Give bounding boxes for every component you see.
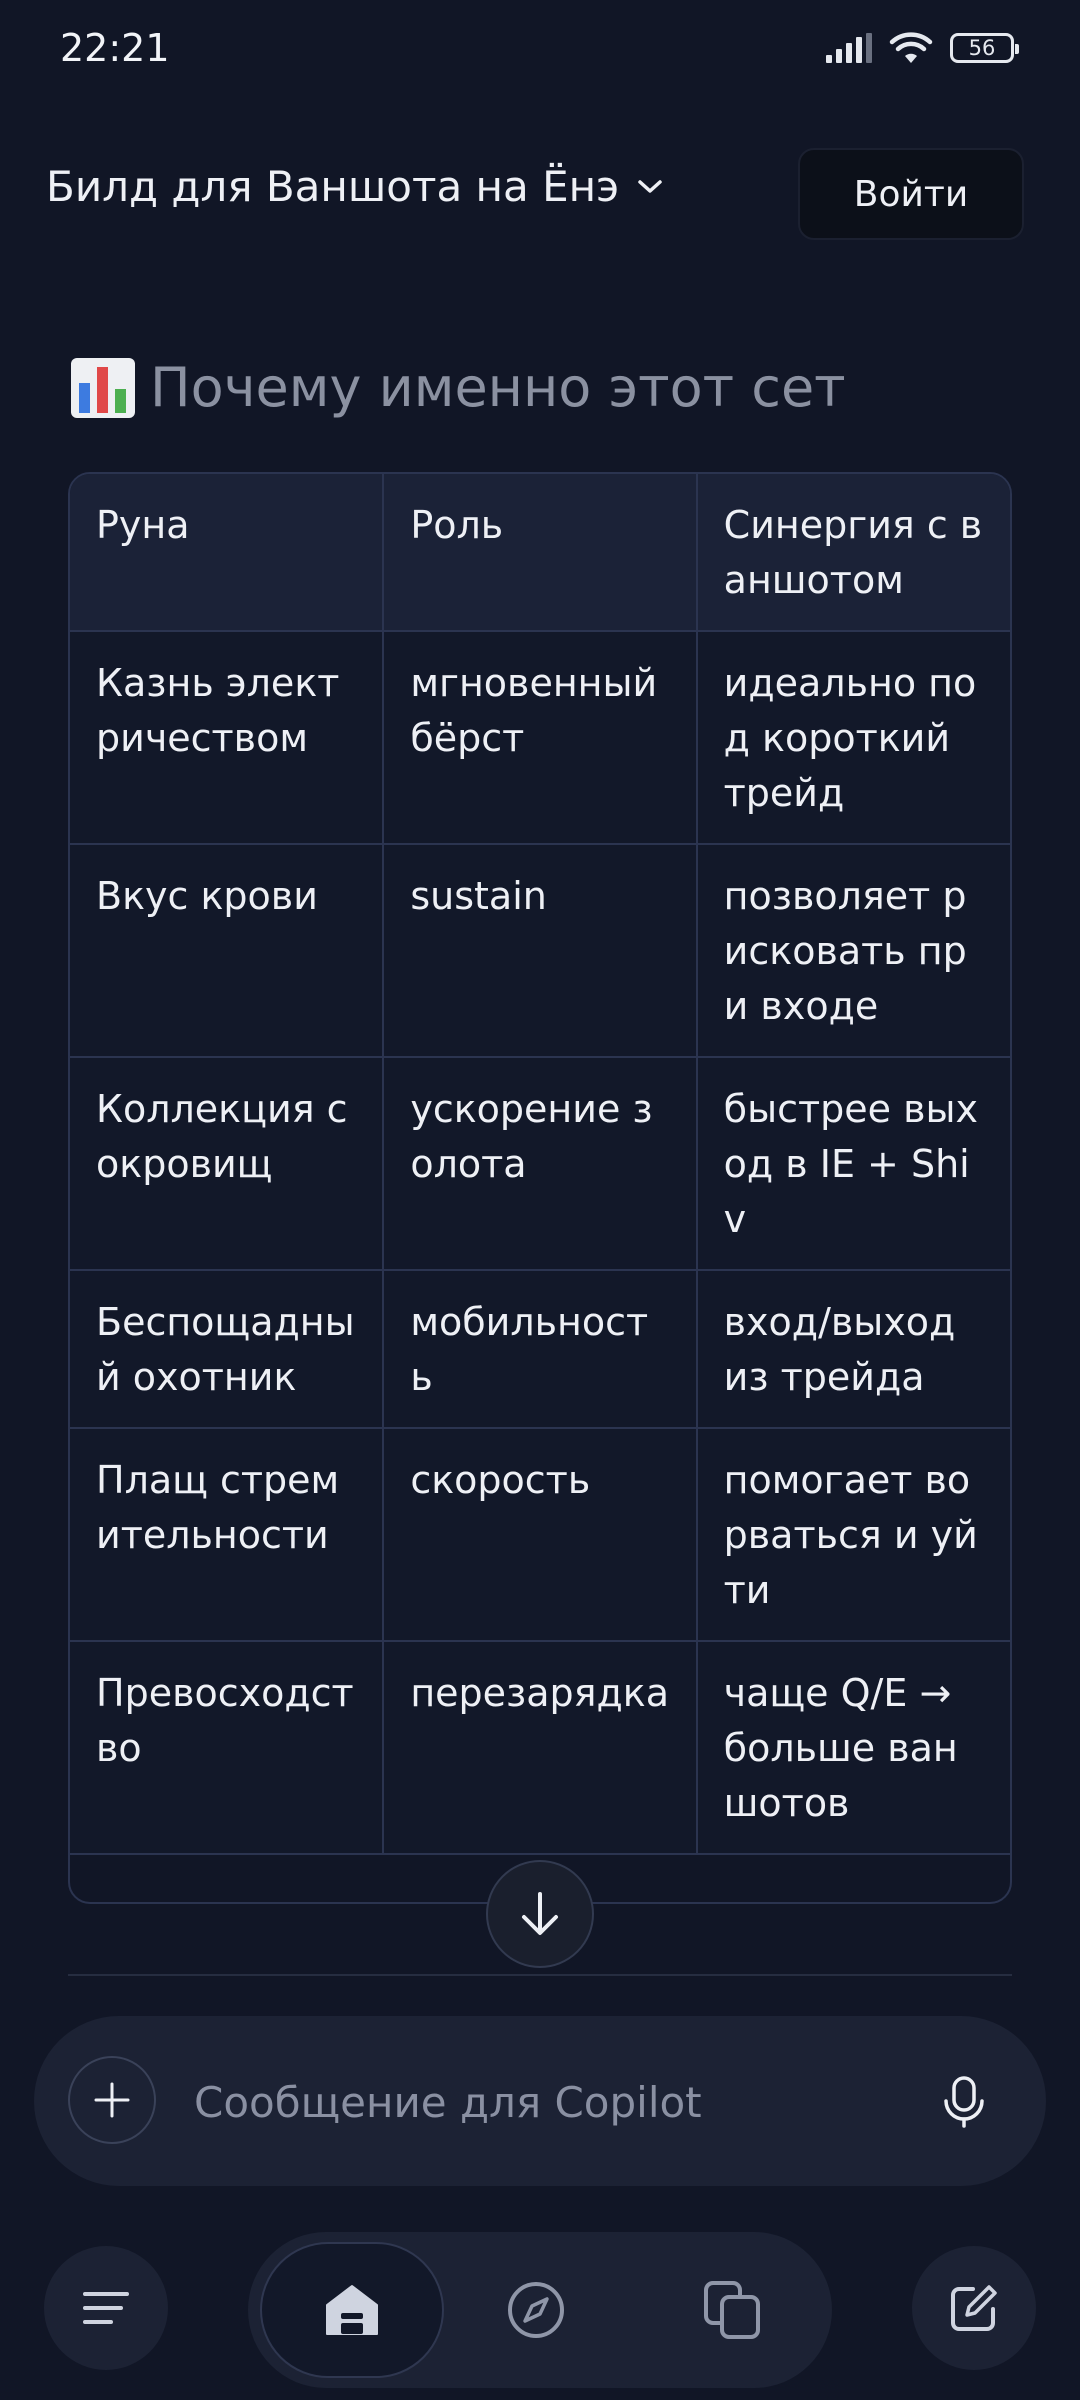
compass-icon <box>506 2280 566 2340</box>
table-row <box>70 1270 1010 1428</box>
conversation-title-text: Билд для Ваншота на Ёнэ <box>46 162 620 211</box>
table-cell: быстрее выход в IE + Shiv <box>697 1057 1010 1270</box>
battery-level: 56 <box>968 36 996 60</box>
table-cell: идеально под короткий трейд <box>697 631 1010 844</box>
table-cell: вход/выход из трейда <box>697 1270 1010 1428</box>
table-cell: sustain <box>383 844 696 1057</box>
message-composer <box>34 2016 1046 2186</box>
table-header-cell: Роль <box>383 474 696 631</box>
bar-chart-emoji <box>70 357 136 419</box>
table-cell: Коллекция сокровищ <box>70 1057 383 1270</box>
table-cell: ускорение золота <box>383 1057 696 1270</box>
table-cell: помогает ворваться и уйти <box>697 1428 1010 1641</box>
pages-icon <box>702 2279 762 2341</box>
table-cell: мгновенный бёрст <box>383 631 696 844</box>
status-icons <box>826 26 1014 70</box>
microphone-icon <box>941 2075 987 2129</box>
section-heading-text: Почему именно этот сет <box>150 356 846 419</box>
table-header-cell: Руна <box>70 474 383 631</box>
chevron-down-icon <box>637 179 663 195</box>
table-header-row <box>70 474 1010 631</box>
conversation-title[interactable] <box>46 162 663 211</box>
table-header-cell: Синергия с ваншотом <box>697 474 1010 631</box>
menu-icon <box>81 2289 131 2327</box>
new-chat-button[interactable] <box>912 2246 1036 2370</box>
table-cell: Вкус крови <box>70 844 383 1057</box>
new-chat-icon <box>949 2283 999 2333</box>
message-input[interactable] <box>192 2066 896 2138</box>
nav-discover-button[interactable] <box>496 2270 576 2350</box>
divider <box>68 1974 1012 1976</box>
microphone-button[interactable] <box>924 2062 1004 2142</box>
status-bar <box>0 0 1080 100</box>
wifi-icon <box>888 31 934 65</box>
nav-home-button[interactable] <box>260 2242 444 2378</box>
status-time: 22:21 <box>60 26 170 70</box>
table-cell: чаще Q/E → больше ваншотов <box>697 1641 1010 1854</box>
runes-table <box>68 472 1012 1904</box>
table-cell: позволяет рисковать при входе <box>697 844 1010 1057</box>
login-button[interactable]: Войти <box>798 148 1024 240</box>
table-cell: Беспощадный охотник <box>70 1270 383 1428</box>
table-cell: Плащ стремительности <box>70 1428 383 1641</box>
menu-button[interactable] <box>44 2246 168 2370</box>
section-heading <box>70 356 846 419</box>
home-icon <box>324 2283 380 2337</box>
plus-icon <box>92 2080 132 2120</box>
signal-icon <box>826 33 872 63</box>
table-cell: перезарядка <box>383 1641 696 1854</box>
scroll-down-button[interactable] <box>486 1860 594 1968</box>
battery-icon <box>950 33 1014 63</box>
bottom-nav <box>248 2232 832 2388</box>
table-row <box>70 1641 1010 1854</box>
table-row <box>70 631 1010 844</box>
add-attachment-button[interactable] <box>68 2056 156 2144</box>
table-row <box>70 844 1010 1057</box>
table-cell: мобильность <box>383 1270 696 1428</box>
table-cell: Казнь электричеством <box>70 631 383 844</box>
table-cell: скорость <box>383 1428 696 1641</box>
nav-pages-button[interactable] <box>692 2268 772 2352</box>
table-cell: Превосходство <box>70 1641 383 1854</box>
table-row <box>70 1428 1010 1641</box>
arrow-down-icon <box>518 1890 562 1938</box>
table-row <box>70 1057 1010 1270</box>
